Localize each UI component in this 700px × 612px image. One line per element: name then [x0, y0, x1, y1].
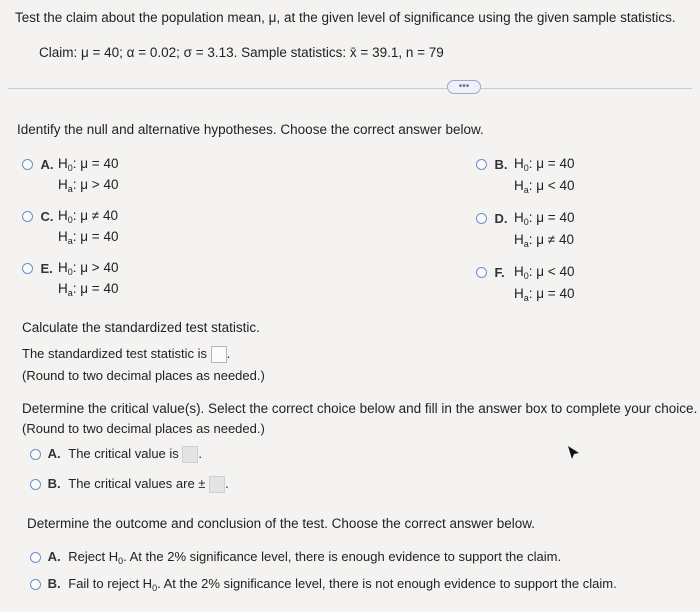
option-d-ha-value: μ ≠ 40: [536, 232, 574, 247]
question-title: Test the claim about the population mean, μ, at the given level of significance using the given sample statistics.: [15, 10, 676, 25]
outcome-option-a-text: [68, 549, 561, 564]
critical-option-a-text: The critical value is: [68, 446, 179, 461]
ha-symbol: H: [58, 177, 68, 192]
critical-option-b-text: The critical values are ±: [68, 476, 206, 491]
option-c-ha: $H_a$: μ = 40: [58, 229, 119, 246]
ha-symbol: H: [58, 229, 68, 244]
ha-symbol: H: [514, 178, 524, 193]
ha-symbol: H: [514, 232, 524, 247]
option-a-h0-value: μ = 40: [80, 156, 119, 171]
option-d-ha: $H_a$: μ ≠ 40: [514, 232, 574, 249]
outcome-option-b[interactable]: [30, 576, 617, 593]
ha-subscript: a: [523, 293, 529, 303]
test-stat-label: The standardized test statistic is: [22, 346, 207, 361]
option-letter: A.: [40, 157, 54, 172]
option-letter: B.: [47, 576, 61, 591]
h0-symbol: H: [514, 264, 524, 279]
critical-radio-a[interactable]: [30, 449, 41, 460]
option-c-h0-value: μ ≠ 40: [80, 208, 118, 223]
option-letter: B.: [494, 157, 508, 172]
critical-value-input[interactable]: [182, 446, 198, 463]
option-b-ha: $H_a$: μ < 40: [514, 178, 575, 195]
h0-subscript: 0: [523, 271, 529, 281]
test-stat-period: .: [226, 346, 231, 361]
h0-symbol: H: [58, 260, 68, 275]
outcome-a-pre: Reject H: [68, 549, 119, 564]
outcome-option-b-text: [68, 576, 616, 591]
h0-symbol: H: [514, 156, 524, 171]
hypotheses-prompt: Identify the null and alternative hypotheses. Choose the correct answer below.: [17, 122, 484, 137]
option-e-h0-value: μ > 40: [80, 260, 119, 275]
h0-subscript: 0: [67, 163, 73, 173]
outcome-radio-a[interactable]: [30, 552, 41, 563]
critical-option-a[interactable]: [30, 446, 202, 463]
radio-f[interactable]: [476, 267, 487, 278]
outcome-radio-b[interactable]: [30, 579, 41, 590]
option-c-ha-value: μ = 40: [80, 229, 119, 244]
claim-text: Claim: μ = 40; α = 0.02; σ = 3.13. Sample statistics: x̄ = 39.1, n = 79: [39, 45, 444, 60]
ha-subscript: a: [523, 185, 529, 195]
outcome-prompt: Determine the outcome and conclusion of the test. Choose the correct answer below.: [27, 516, 536, 531]
ha-subscript: a: [67, 184, 73, 194]
critical-radio-b[interactable]: [30, 479, 41, 490]
option-d-h0: $H_0$: μ = 40: [514, 210, 575, 227]
critical-option-a-period: .: [198, 446, 203, 461]
test-stat-input[interactable]: [211, 346, 227, 363]
option-c-h0: $H_0$: μ ≠ 40: [58, 208, 118, 225]
option-a-ha-value: μ > 40: [80, 177, 119, 192]
option-d-h0-value: μ = 40: [536, 210, 575, 225]
test-stat-prompt: Calculate the standardized test statistic.: [22, 320, 260, 335]
option-e-ha: $H_a$: μ = 40: [58, 281, 119, 298]
critical-values-input[interactable]: [209, 476, 225, 493]
critical-prompt: Determine the critical value(s). Select the correct choice below and fill in the answer box to complete your choice.: [22, 401, 698, 416]
option-letter: E.: [40, 261, 53, 276]
ha-subscript: a: [67, 288, 73, 298]
option-letter: C.: [40, 209, 54, 224]
h0-symbol: H: [514, 210, 524, 225]
h0-symbol: H: [58, 156, 68, 171]
critical-option-b-period: .: [225, 476, 229, 491]
outcome-b-pre: Fail to reject H: [68, 576, 153, 591]
critical-option-b[interactable]: [30, 476, 229, 493]
ha-symbol: H: [514, 286, 524, 301]
radio-e[interactable]: [22, 263, 33, 274]
h0-subscript: 0: [67, 267, 73, 277]
option-f-ha: $H_a$: μ = 40: [514, 286, 575, 303]
test-stat-hint: (Round to two decimal places as needed.): [22, 368, 265, 383]
radio-a[interactable]: [22, 159, 33, 170]
outcome-option-a[interactable]: [30, 549, 561, 566]
radio-b[interactable]: [476, 159, 487, 170]
ha-subscript: a: [67, 236, 73, 246]
hypothesis-option-b[interactable]: [476, 156, 507, 174]
outcome-a-post: . At the 2% significance level, there is enough evidence to support the claim.: [123, 549, 562, 564]
option-letter: A.: [47, 549, 61, 564]
option-letter: D.: [494, 211, 508, 226]
hypothesis-option-f[interactable]: [476, 264, 505, 282]
outcome-b-post: . At the 2% significance level, there is not enough evidence to support the claim.: [157, 576, 617, 591]
option-b-h0: $H_0$: μ = 40: [514, 156, 575, 173]
h0-symbol: H: [58, 208, 68, 223]
hypothesis-option-e[interactable]: [22, 260, 53, 278]
option-f-ha-value: μ = 40: [536, 286, 575, 301]
option-f-h0: $H_0$: μ < 40: [514, 264, 575, 281]
outcome-a-sub: 0: [118, 556, 124, 566]
more-button[interactable]: •••: [447, 80, 481, 94]
mouse-cursor-icon: [566, 445, 580, 461]
ha-symbol: H: [58, 281, 68, 296]
hypothesis-option-a[interactable]: [22, 156, 53, 174]
outcome-b-sub: 0: [152, 583, 158, 593]
test-stat-line: [22, 346, 230, 363]
h0-subscript: 0: [523, 217, 529, 227]
radio-c[interactable]: [22, 211, 33, 222]
option-letter: F.: [494, 265, 505, 280]
option-letter: A.: [47, 446, 61, 461]
option-letter: B.: [47, 476, 61, 491]
ha-subscript: a: [523, 239, 529, 249]
option-a-h0: $H_0$: μ = 40: [58, 156, 119, 173]
h0-subscript: 0: [67, 215, 73, 225]
hypothesis-option-d[interactable]: [476, 210, 507, 228]
section-divider: [8, 88, 692, 89]
option-b-ha-value: μ < 40: [536, 178, 575, 193]
option-a-ha: $H_a$: μ > 40: [58, 177, 119, 194]
option-e-h0: $H_0$: μ > 40: [58, 260, 119, 277]
h0-subscript: 0: [523, 163, 529, 173]
option-f-h0-value: μ < 40: [536, 264, 575, 279]
option-b-h0-value: μ = 40: [536, 156, 575, 171]
critical-hint: (Round to two decimal places as needed.): [22, 421, 265, 436]
option-e-ha-value: μ = 40: [80, 281, 119, 296]
hypothesis-option-c[interactable]: [22, 208, 53, 226]
radio-d[interactable]: [476, 213, 487, 224]
